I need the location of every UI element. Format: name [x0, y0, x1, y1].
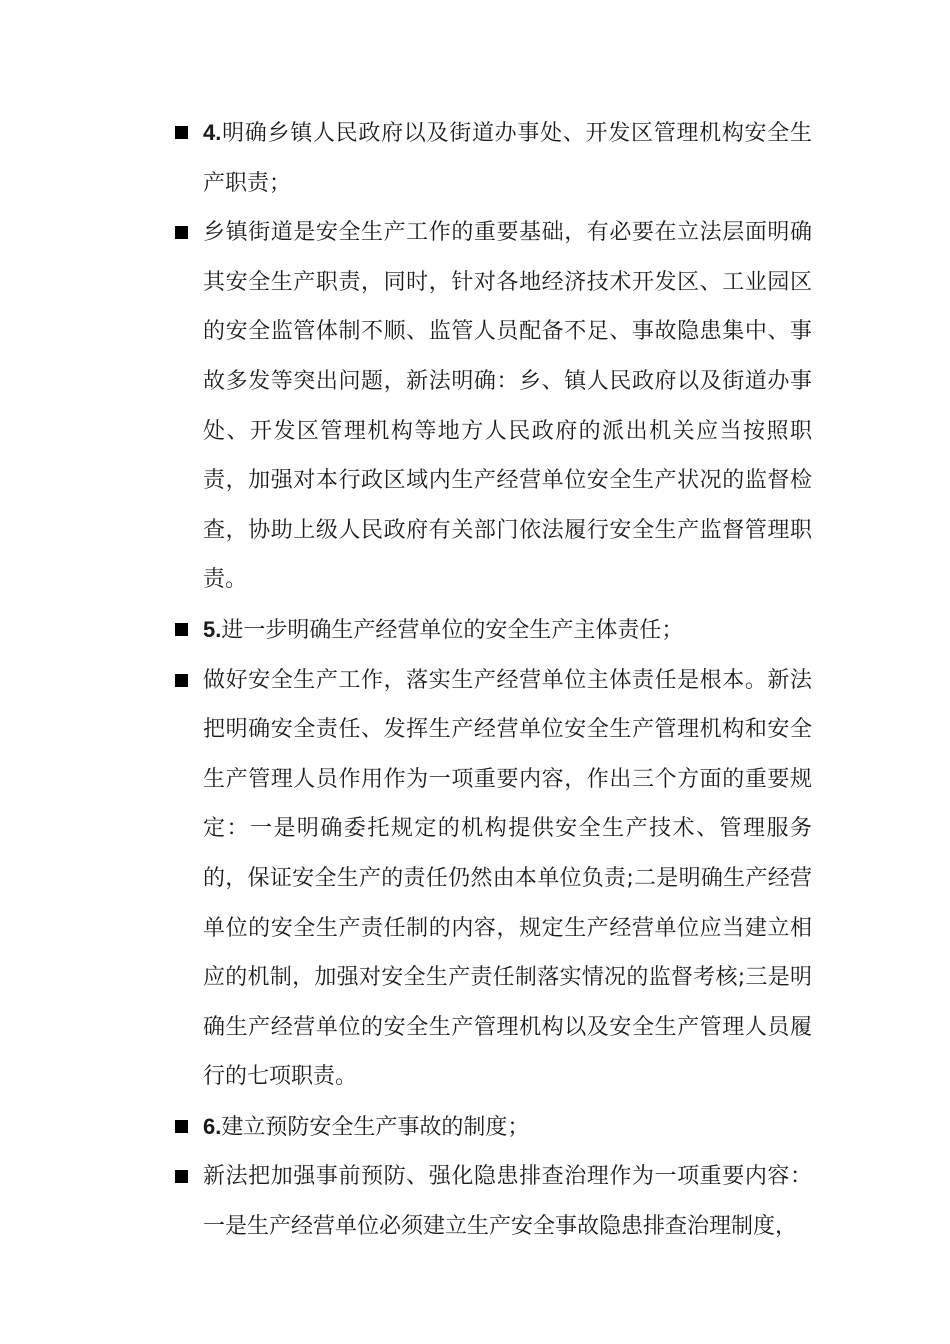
item-number: 6. — [203, 1113, 222, 1139]
item-text: 建立预防安全生产事故的制度； — [221, 1114, 530, 1140]
item-text: 乡镇街道是安全生产工作的重要基础，有必要在立法层面明确其安全生产职责，同时，针对各地经济技术开发区、工业园区的安全监管体制不顺、监管人员配备不足、事故隐患集中、事故多发等突出问题，新法明确：乡、镇人民政府以及街道办事处、开发区管理机构等地方人民政府的派出机关应当按照职责，加强对本行政区域内生产经营单位安全生产状况的监督检查，协助上级人民政府有关部门依法履行安全生产监督管理职责。 — [203, 220, 812, 593]
square-bullet-icon — [175, 1120, 188, 1133]
square-bullet-icon — [175, 623, 188, 636]
list-item-prevention — [172, 1152, 812, 1251]
item-number: 5. — [203, 616, 222, 642]
square-bullet-icon — [175, 226, 188, 239]
square-bullet-icon — [175, 126, 188, 139]
item-text: 做好安全生产工作，落实生产经营单位主体责任是根本。新法把明确安全责任、发挥生产经营单位安全生产管理机构和安全生产管理人员作用作为一项重要内容，作出三个方面的重要规定：一是明确委托规定的机构提供安全生产技术、管理服务的，保证安全生产的责任仍然由本单位负责;二是明确生产经营单位的安全生产责任制的内容，规定生产经营单位应当建立相应的机制，加强对安全生产责任制落实情况的监督考核;三是明确生产经营单位的安全生产管理机构以及安全生产管理人员履行的七项职责。 — [203, 667, 812, 1090]
list-item-township-duties — [172, 208, 812, 605]
list-item-5 — [172, 605, 812, 656]
item-text: 明确乡镇人民政府以及街道办事处、开发区管理机构安全生产职责； — [203, 121, 812, 196]
list-item-4 — [172, 108, 812, 208]
item-text: 进一步明确生产经营单位的安全生产主体责任； — [221, 617, 684, 643]
document-body — [172, 108, 812, 1252]
list-item-main-responsibility — [172, 656, 812, 1102]
item-text: 新法把加强事前预防、强化隐患排查治理作为一项重要内容：一是生产经营单位必须建立生产安全事故隐患排查治理制度， — [203, 1164, 812, 1240]
item-number: 4. — [203, 120, 222, 145]
square-bullet-icon — [175, 1170, 188, 1183]
list-item-6 — [172, 1102, 812, 1153]
square-bullet-icon — [175, 674, 188, 687]
